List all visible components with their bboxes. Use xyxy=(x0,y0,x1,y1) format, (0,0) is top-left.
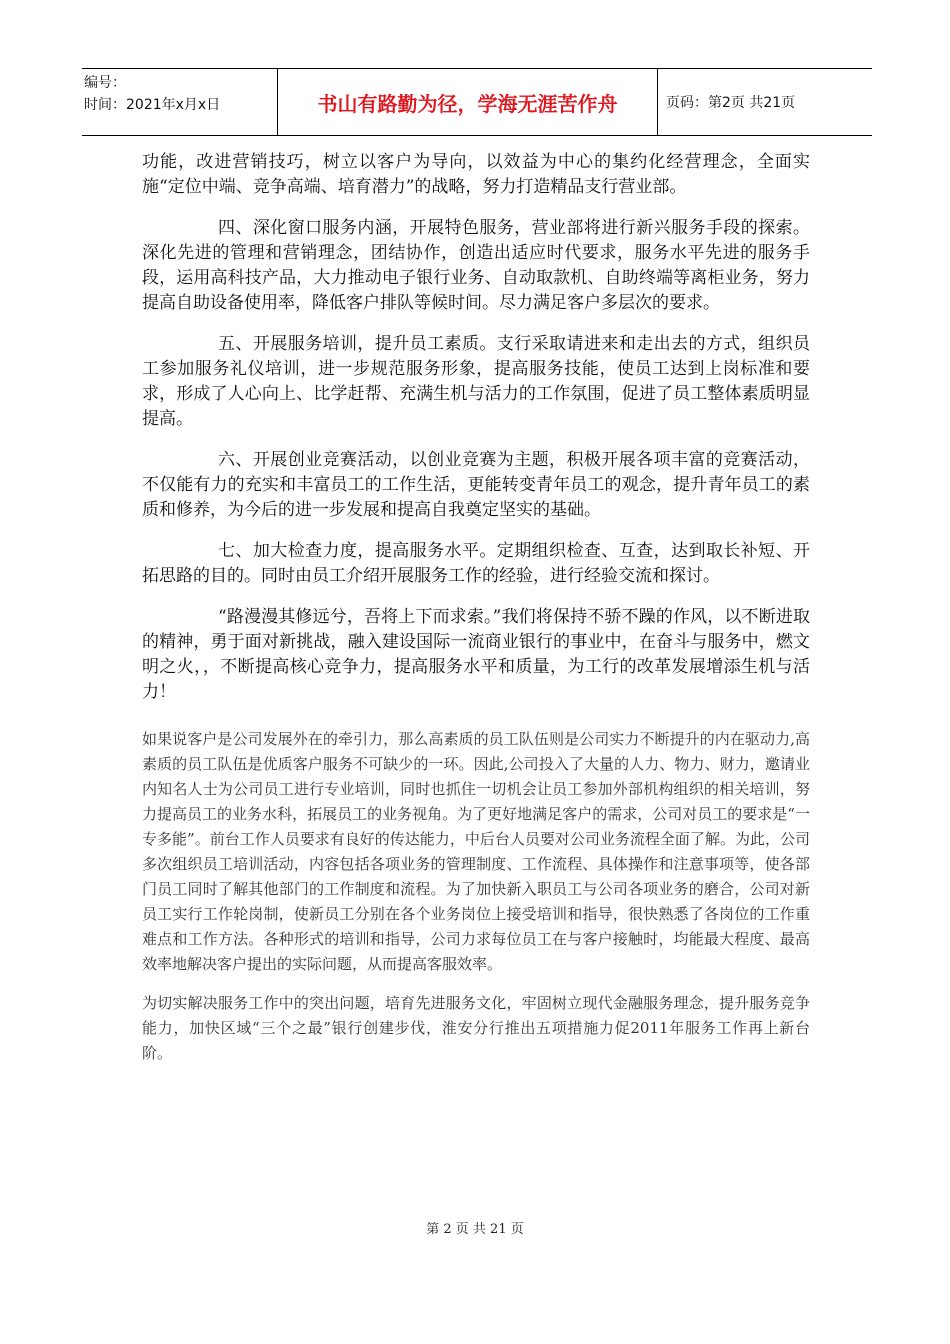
paragraph: 五、开展服务培训，提升员工素质。支行采取请进来和走出去的方式，组织员工参加服务礼仪培训，进一步规范服务形象，提高服务技能，使员工达到上岗标准和要求，形成了人心向上、比学赶帮、充满生机与活力的工作氛围，促进了员工整体素质明显提高。 xyxy=(142,334,810,429)
paragraph: 六、开展创业竞赛活动，以创业竞赛为主题，积极开展各项丰富的竞赛活动，不仅能有力的充实和丰富员工的工作生活，更能转变青年员工的观念，提升青年员工的素质和修养，为今后的进一步发展和提高自我奠定坚实的基础。 xyxy=(142,450,810,520)
page-footer: 第 2 页 共 21 页 xyxy=(426,1222,524,1237)
paragraph: 功能，改进营销技巧，树立以客户为导向，以效益为中心的集约化经营理念，全面实施“定位中端、竞争高端、培育潜力”的战略，努力打造精品支行营业部。 xyxy=(142,152,810,197)
paragraph: 七、加大检查力度，提高服务水平。定期组织检查、互查，达到取长补短、开拓思路的目的。同时由员工介绍开展服务工作的经验，进行经验交流和探讨。 xyxy=(142,541,810,586)
doc-number-label: 编号： xyxy=(84,75,126,91)
header-page-code: 页码：第2页 共21页 xyxy=(666,95,796,111)
paragraph: 四、深化窗口服务内涵，开展特色服务，营业部将进行新兴服务手段的探索。深化先进的管理和营销理念，团结协作，创造出适应时代要求，服务水平先进的服务手段，运用高科技产品，大力推动电子银行业务、自动取款机、自助终端等离柜业务，努力提高自助设备使用率，降低客户排队等候时间。尽力满足客户多层次的要求。 xyxy=(142,218,810,313)
header-motto: 书山有路勤为径，学海无涯苦作舟 xyxy=(278,69,658,135)
document-body xyxy=(142,150,810,1080)
doc-time-label: 时间：2021年x月x日 xyxy=(84,97,221,113)
header-info xyxy=(82,69,278,135)
page-header xyxy=(82,68,872,136)
paragraph: “路漫漫其修远兮，吾将上下而求索。”我们将保持不骄不躁的作风，以不断进取的精神，勇于面对新挑战，融入建设国际一流商业银行的事业中，在奋斗与服务中，燃文明之火，，不断提高核心竞争力，提高服务水平和质量，为工行的改革发展增添生机与活力！ xyxy=(142,607,810,702)
small-paragraph: 如果说客户是公司发展外在的牵引力，那么高素质的员工队伍则是公司实力不断提升的内在驱动力,高素质的员工队伍是优质客户服务不可缺少的一环。因此,公司投入了大量的人力、物力、财力，邀请业内知名人士为公司员工进行专业培训，同时也抓住一切机会让员工参加外部机构组织的相关培训，努力提高员工的业务水科，拓展员工的业务视角。为了更好地满足客户的需求，公司对员工的要求是“一专多能”。前台工作人员要求有良好的传达能力，中后台人员要对公司业务流程全面了解。为此，公司多次组织员工培训活动，内容包括各项业务的管理制度、工作流程、具体操作和注意事项等，使各部门员工同时了解其他部门的工作制度和流程。为了加快新入职员工与公司各项业务的磨合，公司对新员工实行工作轮岗制，使新员工分别在各个业务岗位上接受培训和指导，很快熟悉了各岗位的工作重难点和工作方法。各种形式的培训和指导，公司力求每位员工在与客户接触时，均能最大程度、最高效率地解决客户提出的实际问题，从而提高客服效率。 xyxy=(142,730,810,973)
small-paragraph: 为切实解决服务工作中的突出问题，培育先进服务文化，牢固树立现代金融服务理念，提升服务竞争能力，加快区域“三个之最”银行创建步伐，淮安分行推出五项措施力促2011年服务工作再上新台阶。 xyxy=(142,994,810,1062)
